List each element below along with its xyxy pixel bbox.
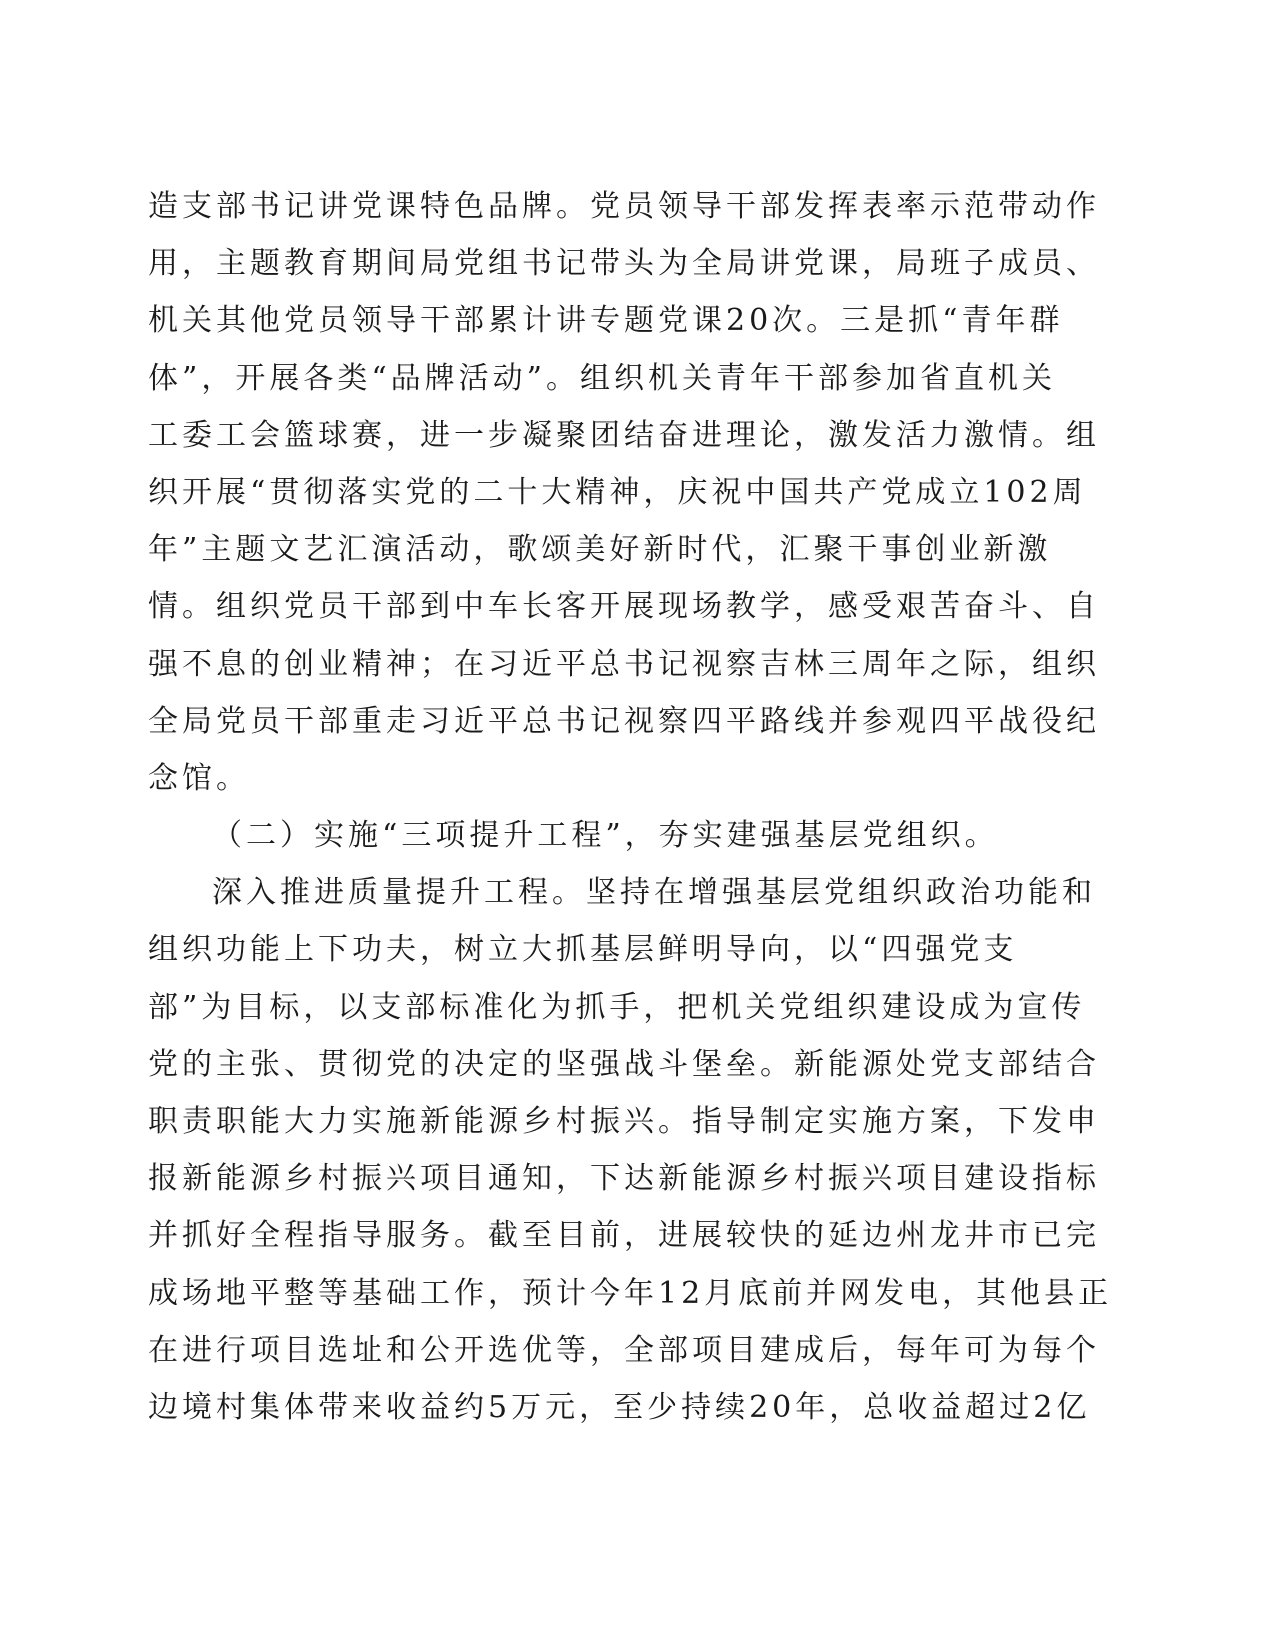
body-line: 部”为目标，以支部标准化为抓手，把机关党组织建设成为宣传 [148,989,1086,1025]
section-heading: （二）实施“三项提升工程”，夯实建强基层党组织。 [212,818,999,854]
body-line: 情。组织党员干部到中车长客开展现场教学，感受艰苦奋斗、自 [148,589,1100,625]
body-line: 边境村集体带来收益约5万元，至少持续20年，总收益超过2亿 [148,1389,1091,1425]
body-line: 工委工会篮球赛，进一步凝聚团结奋进理论，激发活力激情。组 [148,417,1100,453]
body-line: 职责职能大力实施新能源乡村振兴。指导制定实施方案，下发申 [148,1104,1100,1139]
body-line: 造支部书记讲党课特色品牌。党员领导干部发挥表率示范带动作 [148,189,1100,224]
body-line: 党的主张、贯彻党的决定的坚强战斗堡垒。新能源处党支部结合 [148,1046,1100,1082]
body-line: 年”主题文艺汇演活动，歌颂美好新时代，汇聚干事创业新激 [148,532,1052,568]
body-line: 全局党员干部重走习近平总书记视察四平路线并参观四平战役纪 [148,703,1100,739]
body-line: 组织功能上下功夫，树立大抓基层鲜明导向，以“四强党支 [148,932,1018,968]
body-line: 体”，开展各类“品牌活动”。组织机关青年干部参加省直机关 [148,360,1057,396]
body-line: 机关其他党员领导干部累计讲专题党课20次。三是抓“青年群 [148,303,1064,339]
body-line: 并抓好全程指导服务。截至目前，进展较快的延边州龙井市已完 [148,1218,1100,1254]
body-line: 织开展“贯彻落实党的二十大精神，庆祝中国共产党成立102周 [148,474,1087,510]
body-line: 报新能源乡村振兴项目通知，下达新能源乡村振兴项目建设指标 [148,1161,1100,1197]
body-line: 强不息的创业精神；在习近平总书记视察吉林三周年之际，组织 [148,646,1100,682]
body-line: 在进行项目选址和公开选优等，全部项目建成后，每年可为每个 [148,1332,1100,1368]
body-line: 成场地平整等基础工作，预计今年12月底前并网发电，其他县正 [148,1275,1113,1311]
document-body [148,178,1113,1436]
paragraph-first-line: 深入推进质量提升工程。坚持在增强基层党组织政治功能和 [212,875,1096,911]
body-line: 用，主题教育期间局党组书记带头为全局讲党课，局班子成员、 [148,246,1100,282]
body-line: 念馆。 [148,760,250,796]
